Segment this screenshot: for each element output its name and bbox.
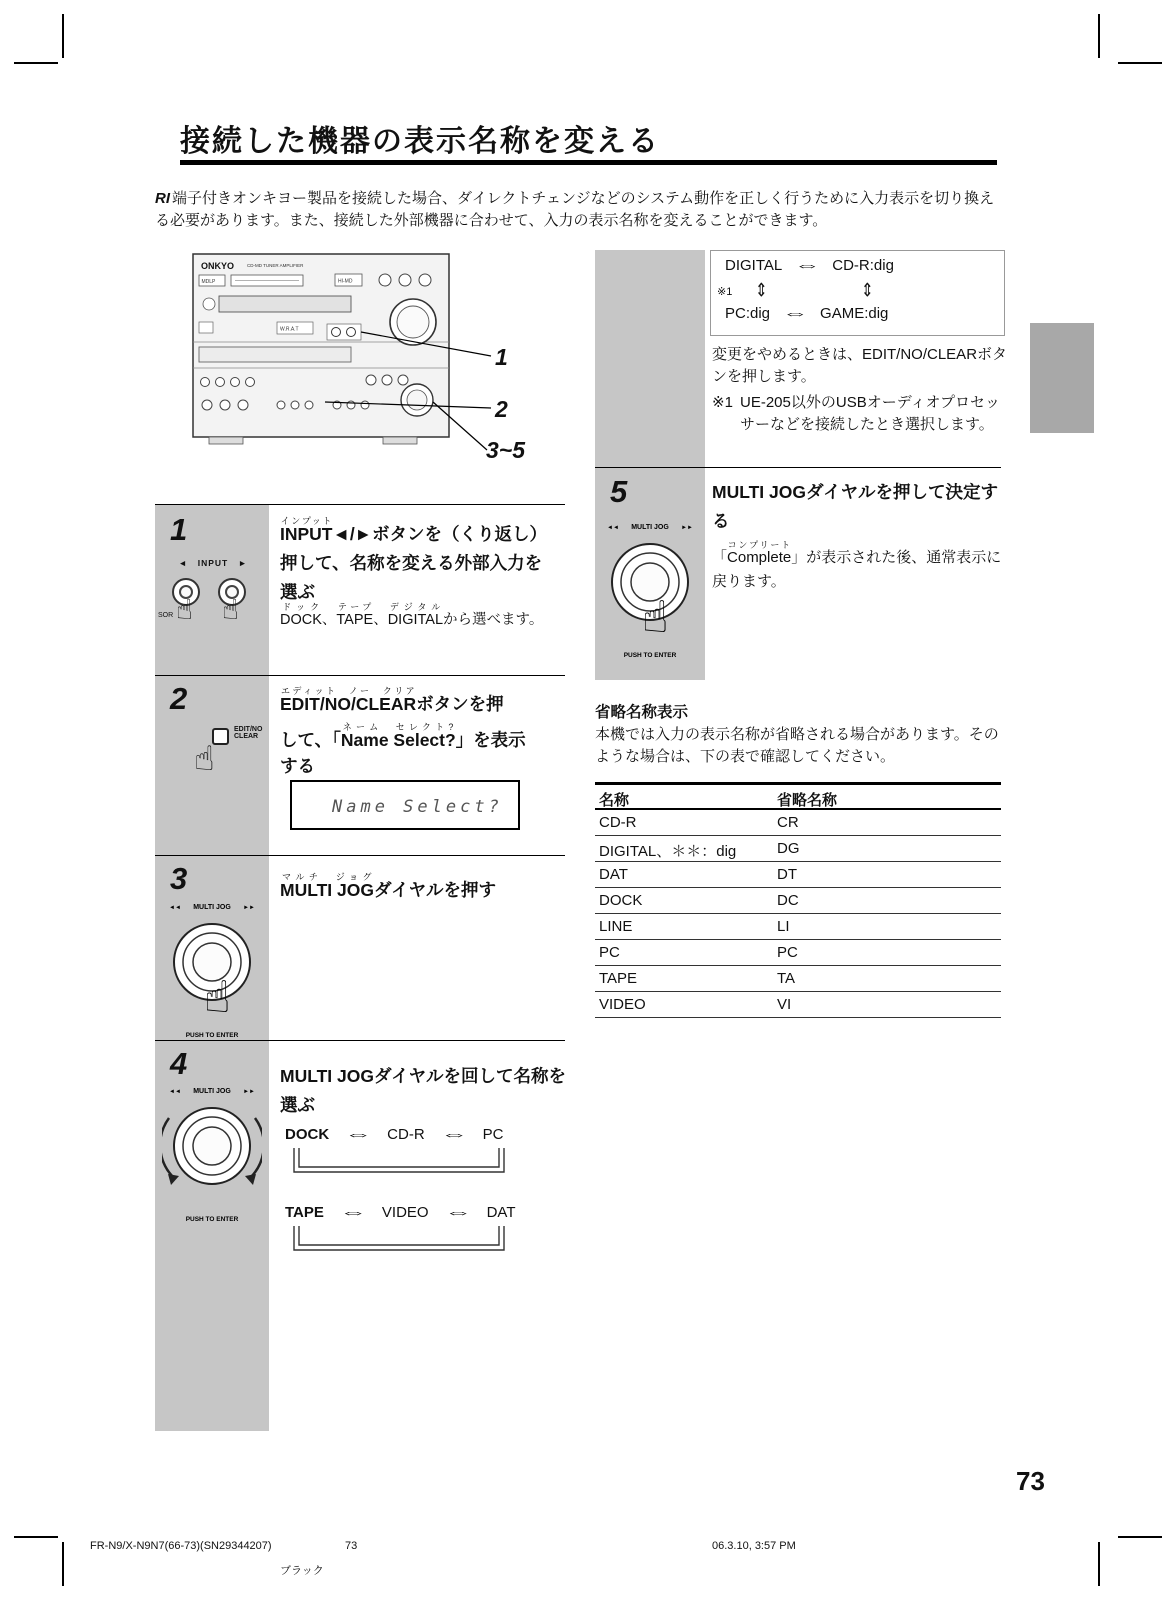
double-arrow-icon: ⇔ bbox=[338, 1204, 367, 1220]
step2-number: 2 bbox=[170, 681, 188, 716]
jog-label: MULTI JOG bbox=[631, 524, 669, 531]
jog-label: MULTI JOG bbox=[193, 904, 231, 911]
ruby-tape: TAPEテープ bbox=[336, 602, 374, 628]
multi-jog-dial-rotate-icon bbox=[162, 1082, 262, 1224]
jog-right-symbol: ►► bbox=[243, 905, 255, 911]
footnote-text: UE-205以外のUSBオーディオプロセッサーなどを接続したとき選択します。 bbox=[740, 394, 1001, 433]
himd-label: HI-MD bbox=[338, 278, 353, 285]
rotate-arrow-left bbox=[162, 1118, 174, 1178]
hand-icon: ☝ bbox=[642, 593, 669, 642]
mdlp-label: MDLP bbox=[201, 279, 216, 285]
footer-print-note: ブラック bbox=[280, 1565, 324, 1577]
hand-icon: ☝ bbox=[204, 973, 231, 1022]
ri-logo: RI bbox=[155, 190, 170, 207]
jog-left-symbol: ◄◄ bbox=[607, 525, 619, 531]
footer-timestamp: 06.3.10, 3:57 PM bbox=[712, 1540, 796, 1552]
table-header-row bbox=[595, 782, 1001, 810]
table-row: TAPE TA bbox=[595, 966, 1001, 992]
input-label: INPUT bbox=[197, 558, 229, 568]
ruby-name-select: Name Select?ネーム セレクト? bbox=[340, 722, 456, 750]
double-arrow-icon: ⇔ bbox=[793, 257, 821, 273]
step4-number: 4 bbox=[170, 1046, 188, 1081]
callout-2: 2 bbox=[495, 396, 508, 422]
double-arrow-icon: ⇔ bbox=[443, 1204, 472, 1220]
chapter-tab bbox=[1030, 323, 1094, 433]
crop-mark bbox=[1098, 14, 1100, 58]
wrat-label: W.R.A.T bbox=[280, 326, 299, 333]
double-arrow-icon: ⇔ bbox=[439, 1126, 468, 1142]
step4-heading: MULTI JOGダイヤルを回して名称を選ぶ bbox=[280, 1066, 566, 1115]
panel-fragment-text: SOR bbox=[158, 612, 174, 619]
jog-right-symbol: ►► bbox=[681, 525, 693, 531]
cancel-note: 変更をやめるときは、EDIT/NO/CLEARボタンを押します。 bbox=[712, 346, 1008, 385]
crop-mark bbox=[14, 62, 58, 64]
step1-number: 1 bbox=[170, 512, 188, 547]
table-row: DAT DT bbox=[595, 862, 1001, 888]
callout-1: 1 bbox=[495, 344, 508, 370]
cycle-b-item1: TAPE bbox=[285, 1204, 324, 1221]
hand-icon: ☝ bbox=[222, 594, 240, 625]
ruby-complete: Completeコンプリート bbox=[727, 540, 792, 566]
abbrev-body: 本機では入力の表示名称が省略される場合があります。そのような場合は、下の表で確認してください。 bbox=[595, 726, 999, 765]
vertical-arrow-icon: ⇕ bbox=[755, 280, 768, 302]
table-row: VIDEO VI bbox=[595, 992, 1001, 1018]
name-cycle-row-b bbox=[285, 1204, 515, 1221]
double-arrow-icon: ⇔ bbox=[781, 305, 809, 321]
edit-no-clear-icon bbox=[170, 716, 270, 806]
intro-paragraph bbox=[155, 188, 1007, 232]
step5-number: 5 bbox=[610, 474, 628, 509]
digital-cycle-line2: PC:dig ⇔ GAME:dig bbox=[725, 305, 889, 322]
crop-mark bbox=[1118, 62, 1162, 64]
crop-mark bbox=[62, 14, 64, 58]
page-number: 73 bbox=[1016, 1466, 1045, 1496]
table-row: DOCK DC bbox=[595, 888, 1001, 914]
input-buttons-icon bbox=[158, 558, 268, 625]
footnote-mark: ※1 bbox=[712, 394, 733, 411]
page-title: 接続した機器の表示名称を変える bbox=[180, 125, 660, 158]
ruby-multi-jog: MULTI JOGマルチ ジョグ bbox=[280, 872, 374, 900]
device-body bbox=[193, 254, 449, 444]
table-row: CD-R CR bbox=[595, 810, 1001, 836]
vertical-arrow-icon: ⇕ bbox=[861, 280, 874, 302]
col-header-abbr: 省略名称 bbox=[777, 792, 838, 809]
footnote-mark: ※1 bbox=[717, 286, 733, 298]
intro-text: 端子付きオンキヨー製品を接続した場合、ダイレクトチェンジなどのシステム動作を正しく行うために入力表示を切り換える必要があります。また、接続した外部機器に合わせて、入力の表示名称を変えることができます。 bbox=[155, 190, 995, 229]
title-underline bbox=[180, 160, 997, 165]
device-sub-label: CD-MD TUNER AMPLIFIER bbox=[247, 263, 304, 268]
hand-icon: ☝ bbox=[194, 740, 215, 778]
input-left-arrow-icon: ◄ bbox=[178, 558, 188, 568]
multi-jog-dial-icon bbox=[600, 518, 700, 660]
jog-label: MULTI JOG bbox=[193, 1088, 231, 1095]
device-illustration bbox=[185, 250, 525, 465]
ruby-input: INPUTインプット bbox=[280, 516, 333, 544]
col-header-name: 名称 bbox=[599, 792, 630, 809]
cycle-loop-b bbox=[288, 1226, 510, 1260]
push-to-enter-label: PUSH TO ENTER bbox=[623, 652, 677, 659]
cycle-b-item2: VIDEO bbox=[381, 1204, 429, 1221]
abbrev-table bbox=[595, 782, 1001, 1018]
footnote-1 bbox=[712, 392, 1008, 436]
jog-right-symbol: ►► bbox=[243, 1089, 255, 1095]
step1-heading: INPUTインプット◄/►ボタンを（くり返し）押して、名称を変える外部入力を選ぶ bbox=[280, 516, 548, 602]
crop-mark bbox=[14, 1536, 58, 1538]
cycle-a-item1: DOCK bbox=[285, 1126, 330, 1143]
step2-heading-line3: する bbox=[280, 756, 315, 776]
device-brand: ONKYO bbox=[201, 261, 235, 271]
double-arrow-icon: ⇔ bbox=[344, 1126, 373, 1142]
push-to-enter-label: PUSH TO ENTER bbox=[185, 1216, 239, 1223]
lcd-display bbox=[290, 780, 520, 830]
hand-icon: ☝ bbox=[176, 594, 194, 625]
digital-cycle-box bbox=[710, 250, 1005, 336]
step1-note: DOCKドック、TAPEテープ、DIGITALデジタルから選べます。 bbox=[280, 602, 544, 628]
crop-mark bbox=[62, 1542, 64, 1586]
ruby-dock: DOCKドック bbox=[280, 602, 322, 628]
step5-body: 「Completeコンプリート」が表示された後、通常表示に戻ります。 bbox=[712, 540, 1002, 590]
footer-page: 73 bbox=[345, 1540, 358, 1552]
jog-left-symbol: ◄◄ bbox=[169, 1089, 181, 1095]
table-row: LINE LI bbox=[595, 914, 1001, 940]
cycle-a-item2: CD-R bbox=[387, 1126, 425, 1143]
ruby-digital: DIGITALデジタル bbox=[387, 602, 444, 628]
table-row: PC PC bbox=[595, 940, 1001, 966]
step2-heading-line1: EDIT/NO/CLEARエディット ノー クリアボタンを押 bbox=[280, 686, 504, 714]
step2-heading-line2: して、「Name Select?ネーム セレクト?」を表示 bbox=[280, 722, 526, 750]
rotate-arrow-right bbox=[250, 1118, 262, 1178]
cycle-b-item3: DAT bbox=[486, 1204, 516, 1221]
step5-heading: MULTI JOGダイヤルを押して決定する bbox=[712, 482, 998, 531]
crop-mark bbox=[1098, 1542, 1100, 1586]
push-to-enter-label: PUSH TO ENTER bbox=[185, 1032, 239, 1039]
multi-jog-dial-icon bbox=[162, 898, 262, 1040]
crop-mark bbox=[1118, 1536, 1162, 1538]
abbrev-heading: 省略名称表示 bbox=[595, 704, 689, 721]
edit-button-label: EDIT/NO CLEAR bbox=[234, 726, 263, 740]
digital-cycle-line1: DIGITAL ⇔ CD-R:dig bbox=[725, 257, 894, 274]
input-right-arrow-icon: ► bbox=[238, 558, 248, 568]
table-row: DIGITAL、＊＊：dig DG bbox=[595, 836, 1001, 862]
callout-3-5: 3~5 bbox=[486, 437, 526, 463]
jog-left-symbol: ◄◄ bbox=[169, 905, 181, 911]
cycle-loop-a bbox=[288, 1148, 510, 1182]
right-top-strip bbox=[595, 250, 705, 467]
cycle-a-item3: PC bbox=[482, 1126, 504, 1143]
ruby-edit-no-clear: EDIT/NO/CLEARエディット ノー クリア bbox=[280, 686, 417, 714]
step3-number: 3 bbox=[170, 861, 188, 896]
footer-file-info: FR-N9/X-N9N7(66-73)(SN29344207) bbox=[90, 1540, 272, 1552]
lcd-display-text: Name Select? bbox=[332, 797, 503, 817]
step3-heading: MULTI JOGマルチ ジョグダイヤルを押す bbox=[280, 872, 496, 900]
name-cycle-row-a bbox=[285, 1126, 504, 1143]
